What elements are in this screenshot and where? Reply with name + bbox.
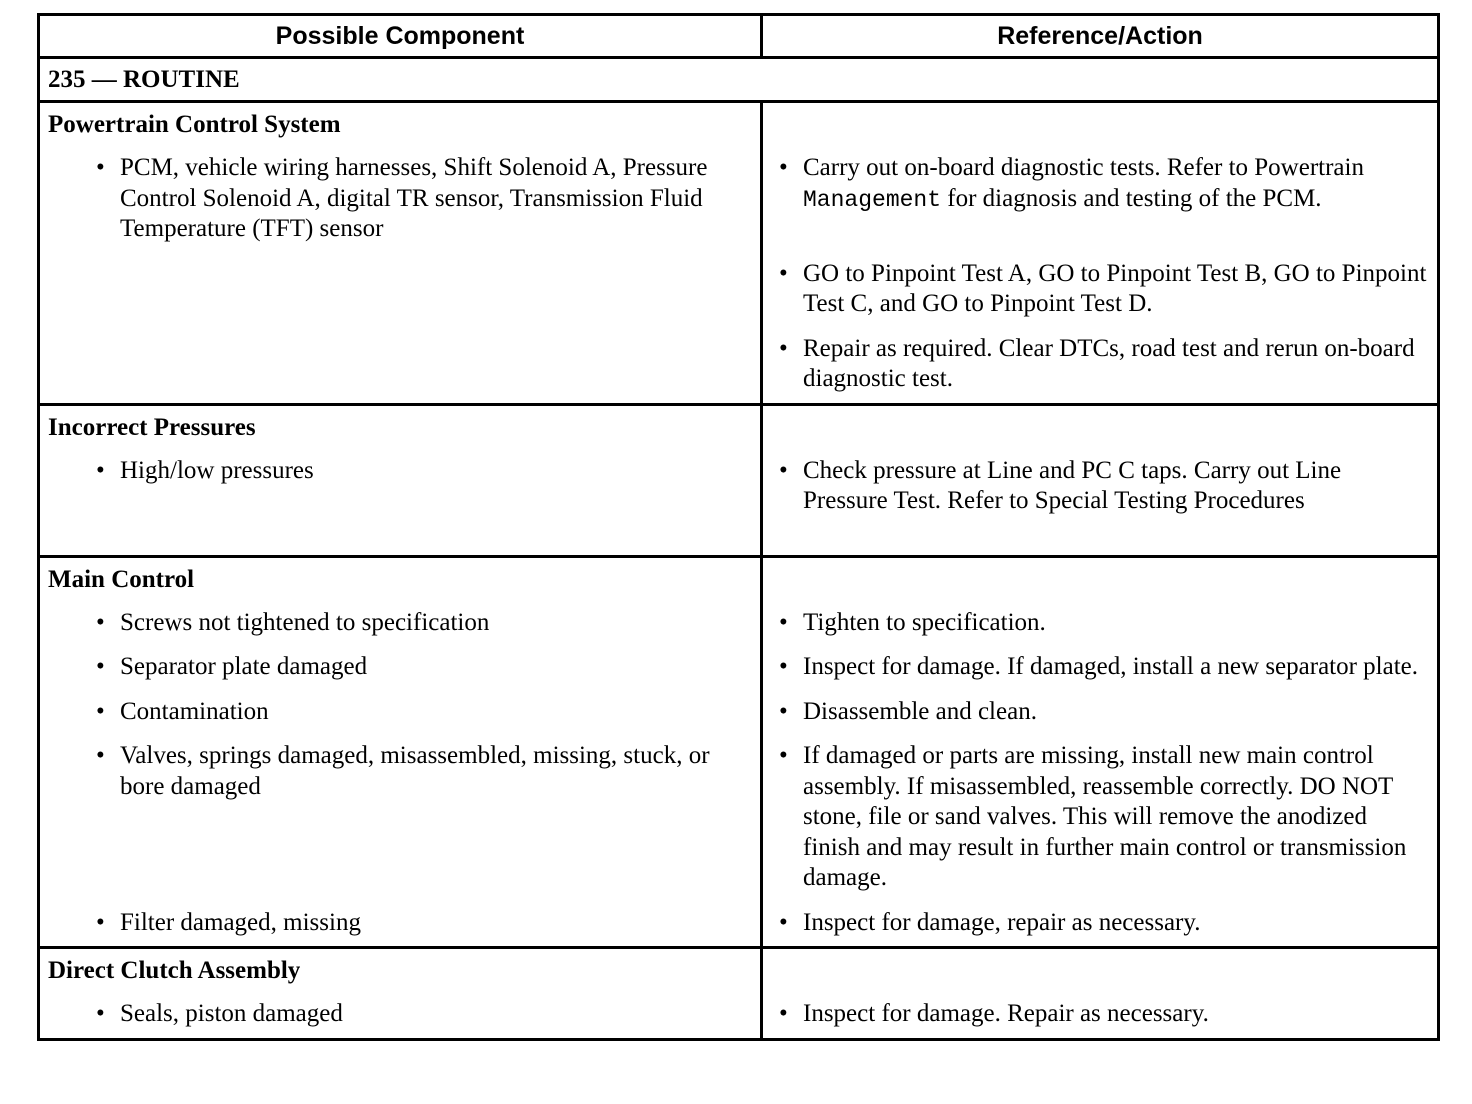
action-item: • Disassemble and clean. <box>763 691 1437 736</box>
table-row <box>39 902 1439 948</box>
component-item: • Screws not tightened to specification <box>40 602 760 647</box>
component-item: • Separator plate damaged <box>40 646 760 691</box>
action-item: • Inspect for damage. Repair as necessary. <box>763 993 1437 1038</box>
table-row <box>39 691 1439 736</box>
section-title-row <box>39 404 1439 450</box>
section-title-powertrain: Powertrain Control System <box>39 102 762 148</box>
table-row <box>39 328 1439 405</box>
table-row <box>39 602 1439 647</box>
action-item: • Inspect for damage. If damaged, install a new separator plate. <box>763 646 1437 691</box>
action-item: • Repair as required. Clear DTCs, road test and rerun on-board diagnostic test. <box>763 328 1437 403</box>
table-row <box>39 646 1439 691</box>
action-item: • GO to Pinpoint Test A, GO to Pinpoint Test B, GO to Pinpoint Test C, and GO to Pinpoint Test D. <box>763 253 1437 328</box>
section-title-row <box>39 102 1439 148</box>
action-item: • Tighten to specification. <box>763 602 1437 647</box>
action-item: • Check pressure at Line and PC C taps. Carry out Line Pressure Test. Refer to Special Testing Procedures <box>763 450 1437 555</box>
table-row <box>39 735 1439 902</box>
table-row <box>39 993 1439 1039</box>
section-title-row <box>39 948 1439 994</box>
table-row <box>39 450 1439 557</box>
routine-row <box>39 58 1439 102</box>
component-item: • Valves, springs damaged, misassembled, missing, stuck, or bore damaged <box>40 735 760 810</box>
section-title-main-control: Main Control <box>39 556 762 602</box>
component-item: • Filter damaged, missing <box>40 902 760 947</box>
component-item: • PCM, vehicle wiring harnesses, Shift Solenoid A, Pressure Control Solenoid A, digital TR sensor, Transmission Fluid Temperature (TFT) sensor <box>40 147 760 253</box>
component-item: • High/low pressures <box>40 450 760 495</box>
header-reference-action: Reference/Action <box>762 15 1439 58</box>
action-item: • Inspect for damage, repair as necessary. <box>763 902 1437 947</box>
table-row <box>39 253 1439 328</box>
table-row <box>39 147 1439 253</box>
action-item: • If damaged or parts are missing, install new main control assembly. If misassembled, reassemble correctly. DO NOT stone, file or sand valves. This will remove the anodized finish and may result in further main control or transmission damage. <box>763 735 1437 902</box>
section-title-row <box>39 556 1439 602</box>
component-item: • Seals, piston damaged <box>40 993 760 1038</box>
header-possible-component: Possible Component <box>39 15 762 58</box>
action-item: • Carry out on-board diagnostic tests. Refer to Powertrain Management for diagnosis and testing of the PCM. <box>763 147 1437 223</box>
routine-label: 235 — ROUTINE <box>39 58 1439 102</box>
diagnosis-table <box>37 13 1440 1041</box>
section-title-direct-clutch: Direct Clutch Assembly <box>39 948 762 994</box>
header-row <box>39 15 1439 58</box>
section-title-incorrect-pressures: Incorrect Pressures <box>39 404 762 450</box>
component-item: • Contamination <box>40 691 760 736</box>
